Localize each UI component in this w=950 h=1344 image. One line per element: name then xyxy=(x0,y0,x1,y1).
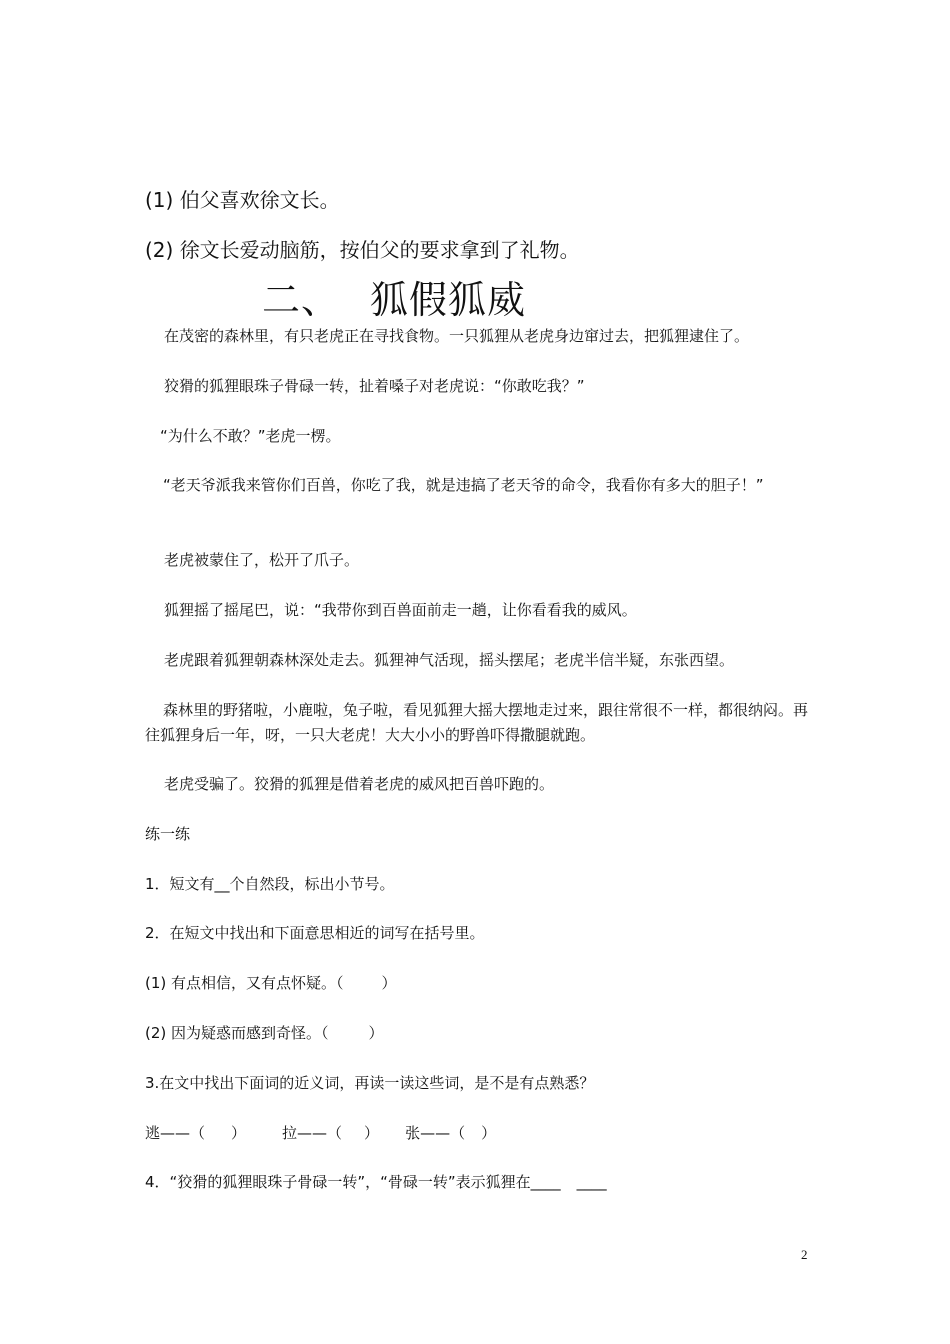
story-paragraph-6: 狐狸摇了摇尾巴，说：“我带你到百兽面前走一趟，让你看看我的威风。 xyxy=(164,601,637,619)
story-paragraph-8: 森林里的野猪啦，小鹿啦，兔子啦，看见狐狸大摇大摆地走过来，跟往常很不一样，都很纳闷。再往狐狸身后一年，呀，一只大老虎！大大小小的野兽吓得撒腿就跑。 xyxy=(145,701,809,744)
story-title-number: 二、 xyxy=(262,278,341,322)
exercise-question-2b: (2) 因为疑惑而感到奇怪。（ ） xyxy=(145,1024,384,1042)
exercise-question-3: 3.在文中找出下面词的近义词，再读一读这些词，是不是有点熟悉？ xyxy=(145,1074,595,1092)
exercise-question-4: 4．“狡猾的狐狸眼珠子骨碌一转”，“骨碌一转”表示狐狸在____ ____ xyxy=(145,1173,607,1191)
story-title xyxy=(262,276,526,324)
exercise-heading: 练一练 xyxy=(145,825,191,843)
exercise-question-1: 1．短文有__个自然段，标出小节号。 xyxy=(145,875,395,893)
exercise-question-2: 2．在短文中找出和下面意思相近的词写在括号里。 xyxy=(145,924,485,942)
story-paragraph-9: 老虎受骗了。狡猾的狐狸是借着老虎的威风把百兽吓跑的。 xyxy=(164,775,555,793)
answer-item-2: (2) 徐文长爱动脑筋，按伯父的要求拿到了礼物。 xyxy=(145,238,580,262)
story-paragraph-1: 在茂密的森林里，有只老虎正在寻找食物。一只狐狸从老虎身边窜过去，把狐狸逮住了。 xyxy=(164,327,750,345)
story-paragraph-5: 老虎被蒙住了，松开了爪子。 xyxy=(164,551,360,569)
story-paragraph-3: “为什么不敢？”老虎一楞。 xyxy=(160,427,341,445)
page-number: 2 xyxy=(801,1247,808,1262)
story-paragraph-4: “老天爷派我来管你们百兽，你吃了我，就是违搞了老天爷的命令，我看你有多大的胆子！” xyxy=(163,476,764,494)
exercise-question-3-items xyxy=(145,1122,496,1144)
synonym-item-2: 拉——（ ） xyxy=(282,1124,380,1142)
story-paragraph-7: 老虎跟着狐狸朝森林深处走去。狐狸神气活现，摇头摆尾；老虎半信半疑，东张西望。 xyxy=(164,651,735,669)
story-title-text: 狐假狐威 xyxy=(370,278,527,322)
synonym-item-3: 张——（ ） xyxy=(405,1124,497,1142)
story-paragraph-2: 狡猾的狐狸眼珠子骨碌一转，扯着嗓子对老虎说：“你敢吃我？” xyxy=(164,377,585,395)
exercise-question-2a: (1) 有点相信，又有点怀疑。（ ） xyxy=(145,974,397,992)
answer-item-1: (1) 伯父喜欢徐文长。 xyxy=(145,188,340,212)
synonym-item-1: 逃——（ ） xyxy=(145,1124,247,1142)
